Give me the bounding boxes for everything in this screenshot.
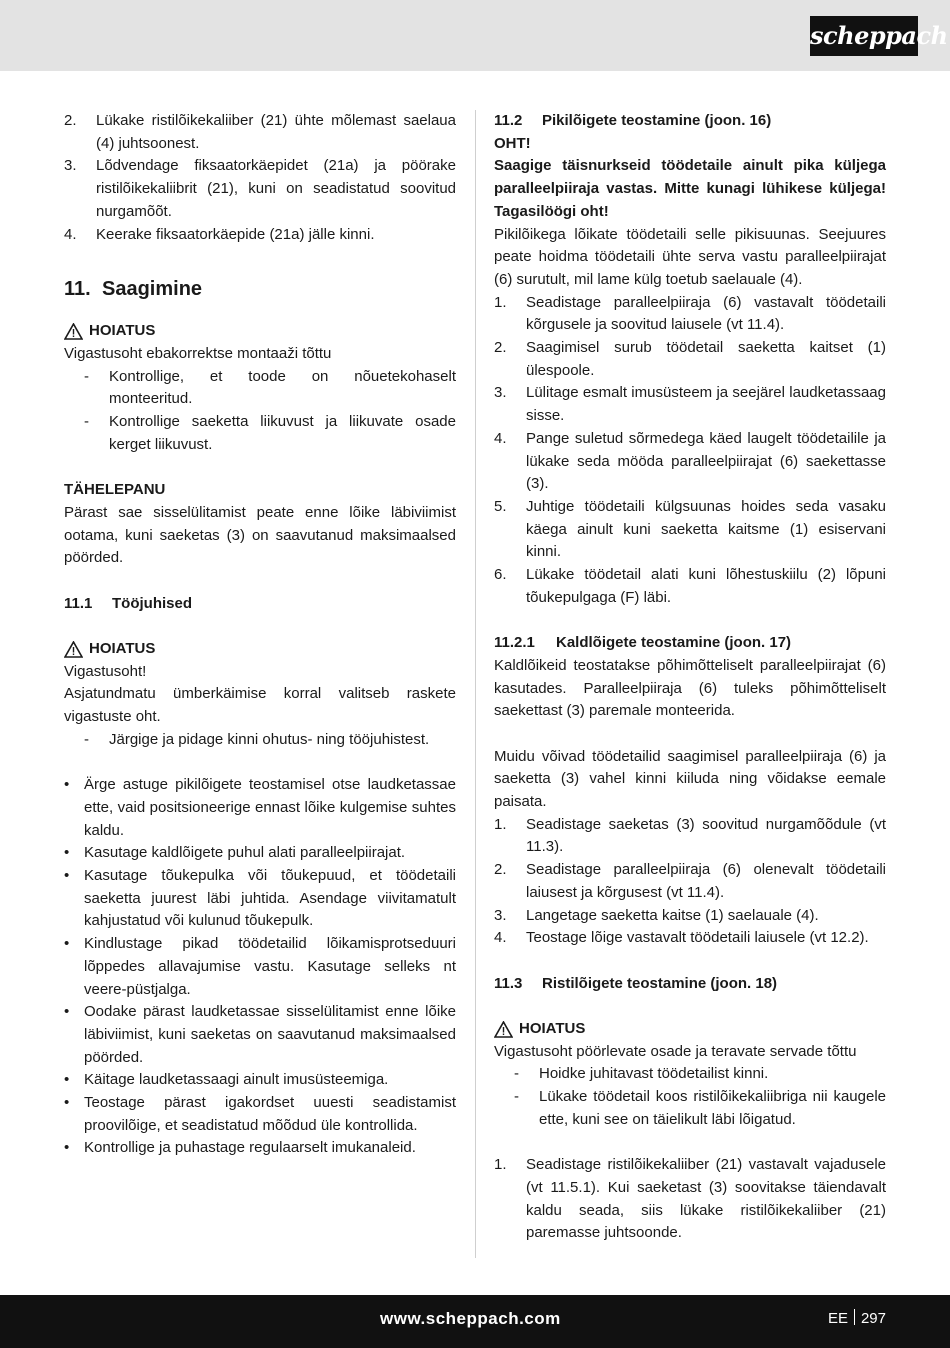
danger-heading: OHT!: [494, 134, 531, 152]
list-item: 5. Juhtige töödetaili külgsuunas hoides seda vasaku käega ainult kuni saeketta kaitsme (1) esiservani kinni.: [494, 497, 886, 561]
list-item: • Ärge astuge pikilõigete teostamisel otse laudketassae ette, vaid positsioneerige ennast lõike kulgemise suhtes kaldu.: [64, 776, 456, 839]
list-item: - Hoidke juhitavast töödetailist kinni.: [514, 1065, 769, 1083]
list-item: • Kindlustage pikad töödetailid lõikamisprotseduuri lõppedes allavajumise vastu. Kasutage selleks nt veere-püstjalga.: [64, 935, 456, 998]
list-item: 2. Lükake ristilõikekaliiber (21) ühte mõlemast saelaua (4) juhtsoonest.: [64, 112, 456, 152]
warning-triangle-icon: [64, 323, 83, 340]
list-item: • Kasutage kaldlõigete puhul alati paralleelpiirajat.: [64, 844, 406, 862]
list-item: • Oodake pärast laudketassae sisselülitamist enne lõike läbiviimist, kuni saeketas on saavutanud maksimaalsed pöörded.: [64, 1003, 456, 1066]
website-link[interactable]: www.scheppach.com: [380, 1309, 561, 1328]
list-item: • Kontrollige ja puhastage regulaarselt imukanaleid.: [64, 1139, 416, 1157]
section-heading: 11. Saagimine: [64, 278, 203, 301]
page-number: EE 297: [827, 1310, 886, 1327]
paragraph: Muidu võivad töödetailid saagimisel paralleelpiiraja (6) ja saeketta (3) vahel kinni kiiluda ning võidakse eemale paisata.: [494, 747, 886, 811]
list-item: - Lükake töödetail koos ristilõikekaliibriga nii kaugele ette, kuni see on täielikult läbi lõigatud.: [514, 1088, 886, 1128]
warning-text: Vigastusoht!: [64, 662, 147, 680]
list-item: 2. Saagimisel surub töödetail saeketta kaitset (1) ülespoole.: [494, 339, 886, 379]
column-divider: [475, 110, 476, 1258]
list-item: - Kontrollige, et toode on nõuetekohaselt monteeritud.: [84, 367, 456, 408]
list-item: 1. Seadistage saeketas (3) soovitud nurgamõõdule (vt 11.3).: [494, 815, 886, 856]
separator: [854, 1309, 855, 1325]
list-item: - Kontrollige saeketta liikuvust ja liikuvate osade kerget liikuvust.: [84, 413, 456, 453]
list-item: • Käitage laudketassaagi ainult imusüsteemiga.: [64, 1071, 389, 1089]
steps-list: [494, 292, 886, 610]
steps-top-list: [64, 110, 456, 246]
list-item: 4. Pange suletud sõrmedega käed laugelt töödetailile ja lükake seda mööda paralleelpiirajat (6) saekettasse (3).: [494, 429, 886, 493]
page-footer: [0, 1295, 950, 1348]
danger-text: Saagige täisnurkseid töödetaile ainult pika küljega paralleelpiiraja vastas. Mitte kunagi lühikese küljega! Tagasilöögi oht!: [494, 157, 886, 220]
subsection-heading: 11.2.1 Kaldlõigete teostamine (joon. 17): [494, 634, 792, 652]
warning-heading: HOIATUS: [64, 638, 456, 661]
list-item: • Teostage pärast igakordset uuesti seadistamist proovilõige, et seadistatud mõõdud üle kontrollida.: [64, 1094, 456, 1134]
steps-list: [494, 814, 886, 950]
warning-triangle-icon: [494, 1021, 513, 1038]
warning-triangle-icon: [64, 641, 83, 658]
intro-text: Pikilõikega lõikate töödetaili selle pikisuunas. Seejuures peate hoidma töödetaili ühte serva vastu paralleelpiirajat (6) surutult, mil lame külg toetub saelauale (4).: [494, 225, 886, 288]
list-item: 6. Lükake töödetail alati kuni lõhestuskiilu (2) lõpuni tõukepulgaga (F) läbi.: [494, 566, 886, 606]
list-item: 2. Seadistage paralleelpiiraja (6) olenevalt töödetaili laiusest ja kõrgusest (vt 11.4).: [494, 861, 886, 901]
list-item: 4. Keerake fiksaatorkäepide (21a) jälle kinni.: [64, 225, 375, 243]
warning-text: Asjatundmatu ümberkäimise korral valitseb raskete vigastuste oht.: [64, 685, 456, 726]
right-column: [494, 110, 886, 1245]
warning-text: Vigastusoht ebakorrektse montaaži tõttu: [64, 344, 332, 362]
subsection-heading: 11.2 Pikilõigete teostamine (joon. 16): [494, 112, 772, 129]
attention-heading: TÄHELEPANU: [64, 481, 166, 499]
left-column: [64, 110, 456, 1160]
list-item: 3. Langetage saeketta kaitse (1) saelauale (4).: [494, 906, 819, 924]
paragraph: Kaldlõikeid teostatakse põhimõtteliselt paralleelpiirajat (6) kasutades. Paralleelpiiraja (6) tuleks põhimõtteliselt saekettast (3) paremale monteerida.: [494, 656, 886, 720]
warning-text: Vigastusoht pöörlevate osade ja teravate servade tõttu: [494, 1042, 857, 1060]
scheppach-logo: scheppach: [810, 16, 918, 56]
list-item: - Järgige ja pidage kinni ohutus- ning tööjuhistest.: [84, 730, 430, 748]
attention-text: Pärast sae sisselülitamist peate enne lõike läbiviimist ootama, kuni saeketas (3) on saavutanud maksimaalsed pöörded.: [64, 503, 456, 567]
list-item: 3. Lülitage esmalt imusüsteem ja seejärel laudketassaag sisse.: [494, 384, 886, 425]
list-item: 1. Seadistage ristilõikekaliiber (21) vastavalt vajadusele (vt 11.5.1). Kui saeketast (3) soovitakse täiendavalt kaldu seada, siis lükake ristilõikekaliiber (21) paremasse juhtsoonde.: [494, 1156, 886, 1242]
list-item: 1. Seadistage paralleelpiiraja (6) vastavalt töödetaili kõrgusele ja soovitud laiusele (vt 11.4).: [494, 293, 886, 334]
subsection-heading: 11.3 Ristilõigete teostamine (joon. 18): [494, 974, 778, 992]
page-header: [0, 0, 950, 71]
warning-heading: HOIATUS: [494, 1018, 886, 1041]
list-item: • Kasutage tõukepulka või tõukepuud, et töödetaili saeketta juurest läbi juhtida. Asendage viivitamatult kahjustatud või kulunud tõukepulk.: [64, 867, 456, 930]
safety-bullet-list: [64, 774, 456, 1160]
list-item: 4. Teostage lõige vastavalt töödetaili laiusele (vt 12.2).: [494, 929, 869, 947]
warning-heading: HOIATUS: [64, 320, 456, 343]
subsection-heading: 11.1 Tööjuhised: [64, 594, 192, 612]
list-item: 3. Lõdvendage fiksaatorkäepidet (21a) ja pöörake ristilõikekaliibrit (21), kuni on seadistatud soovitud nurgamõõt.: [64, 157, 456, 220]
